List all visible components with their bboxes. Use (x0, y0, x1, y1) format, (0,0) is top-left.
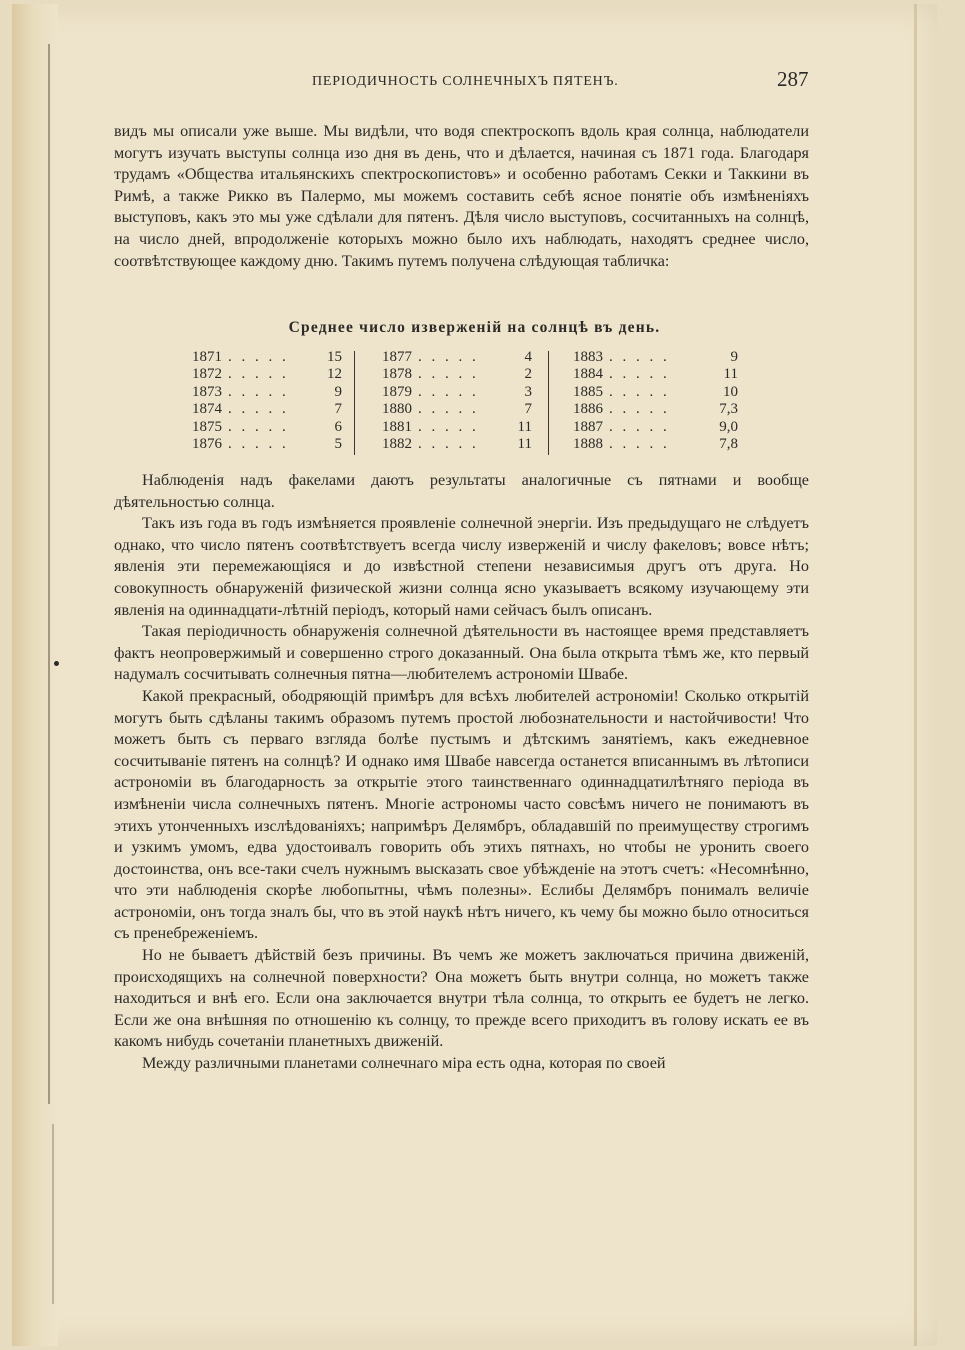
text-block (114, 470, 809, 1075)
value-cell: 10 (723, 383, 738, 400)
value-cell: 4 (524, 349, 532, 365)
table-title: Среднее число изверженій на солнцѣ въ день. (288, 319, 661, 336)
leader-dots: . . . . . (418, 383, 479, 400)
year-cell: 1871 (192, 349, 222, 365)
year-cell: 1885 (573, 383, 603, 400)
paragraph: Такъ изъ года въ годъ измѣняется проявленіе солнечной энергіи. Изъ предыдущаго не слѣдуетъ однако, что число пятенъ соотвѣтствуетъ всегда числу изверженій и числу факеловъ; вовсе нѣтъ; явленія эти перемежающіяся и до извѣстной степени независимыя другъ отъ друга. Но совокупность обнаруженій физической жизни солнца ясно указываетъ всякому изучающему эти явленія на одиннадцати-лѣтній періодъ, который нами сейчасъ былъ описанъ. (114, 514, 809, 619)
running-title: ПЕРІОДИЧНОСТЬ СОЛНЕЧНЫХЪ ПЯТЕНЪ. (312, 74, 619, 89)
year-cell: 1887 (573, 418, 603, 435)
leader-dots: . . . . . (228, 366, 289, 383)
leader-dots: . . . . . (228, 436, 289, 453)
leader-dots: . . . . . (609, 349, 670, 365)
year-cell: 1876 (192, 436, 222, 453)
table-row (192, 384, 342, 401)
table-column (573, 349, 738, 453)
book-page (12, 4, 937, 1346)
leader-dots: . . . . . (228, 349, 289, 365)
paragraph-intro: видъ мы описали уже выше. Мы видѣли, что водя спектроскопъ вдоль края солнца, наблюдатели могутъ изучать выступы солнца изо дня въ день, что и дѣлается, начиная съ 1871 года. Благодаря трудамъ «Общества итальянскихъ спектроскопистовъ» и особенно работамъ Секки и Таккини въ Римѣ, а также Рикко въ Палермо, мы можемъ составить себѣ ясное понятіе объ измѣненіяхъ выступовъ, какъ это мы уже сдѣлали для пятенъ. Дѣля число выступовъ, сосчитанныхъ на солнцѣ, на число дней, впродолженіе которыхъ можно было ихъ наблюдать, находятъ среднее число, соотвѣтствующее каждому дню. Такимъ путемъ получена слѣдующая табличка: (114, 122, 809, 270)
value-cell: 5 (334, 436, 342, 453)
year-cell: 1882 (382, 436, 412, 453)
table-row (382, 349, 532, 366)
paragraph: Наблюденія надъ факелами даютъ результаты аналогичные съ пятнами и вообще дѣятельностью солнца. (114, 471, 809, 511)
leader-dots: . . . . . (609, 436, 670, 453)
year-cell: 1877 (382, 349, 412, 365)
table-row (192, 401, 342, 418)
table-row (192, 366, 342, 383)
table-row (573, 436, 738, 453)
year-cell: 1872 (192, 366, 222, 383)
year-cell: 1883 (573, 349, 603, 365)
value-cell: 3 (524, 383, 532, 400)
leader-dots: . . . . . (609, 418, 670, 435)
year-cell: 1886 (573, 401, 603, 418)
table-row (382, 401, 532, 418)
margin-mark (54, 661, 59, 666)
leader-dots: . . . . . (418, 401, 479, 418)
table-row (192, 349, 342, 366)
table-column (382, 349, 532, 453)
paragraph: Между различными планетами солнечнаго міра есть одна, которая по своей (142, 1054, 666, 1073)
value-cell: 7 (524, 401, 532, 418)
leader-dots: . . . . . (228, 401, 289, 418)
table-row (382, 419, 532, 436)
leader-dots: . . . . . (418, 418, 479, 435)
table-row (573, 401, 738, 418)
table-row (192, 419, 342, 436)
table-column-divider (548, 351, 549, 455)
value-cell: 15 (327, 349, 342, 365)
leader-dots: . . . . . (228, 383, 289, 400)
table-row (382, 366, 532, 383)
gutter-line (48, 44, 50, 1104)
table-row (573, 419, 738, 436)
page-number: 287 (777, 67, 809, 91)
page-edge (914, 4, 917, 1346)
year-cell: 1874 (192, 401, 222, 418)
table-row (573, 349, 738, 366)
value-cell: 9 (730, 349, 738, 365)
gutter-line-lower (52, 1124, 54, 1304)
leader-dots: . . . . . (609, 401, 670, 418)
year-cell: 1880 (382, 401, 412, 418)
year-cell: 1873 (192, 383, 222, 400)
value-cell: 7 (334, 401, 342, 418)
table-row (573, 366, 738, 383)
value-cell: 6 (334, 418, 342, 435)
table-row (382, 384, 532, 401)
value-cell: 11 (723, 366, 738, 383)
value-cell: 7,3 (719, 401, 738, 418)
leader-dots: . . . . . (609, 383, 670, 400)
paragraph: Но не бываетъ дѣйствій безъ причины. Въ чемъ же можетъ заключаться причина движеній, происходящихъ на солнечной поверхности? Она можетъ быть внутри солнца, но можетъ также находиться и внѣ его. Если она заключается внутри тѣла солнца, то открыть ее будетъ не легко. Если же она внѣшняя по отношенію къ солнцу, то прежде всего приходитъ въ голову искать ее въ какомъ нибудь сочетаніи планетныхъ движеній. (114, 946, 809, 1051)
year-cell: 1875 (192, 418, 222, 435)
paragraph: Такая періодичность обнаруженія солнечной дѣятельности въ настоящее время представляетъ фактъ неопровержимый и совершенно строго доказанный. Она была открыта тѣмъ же, кто первый надумалъ сосчитывать солнечныя пятна—любителемъ астрономіи Швабе. (114, 622, 809, 684)
table-column (192, 349, 342, 453)
value-cell: 12 (327, 366, 342, 383)
value-cell: 11 (517, 418, 532, 435)
table-row (192, 436, 342, 453)
value-cell: 11 (517, 436, 532, 453)
value-cell: 7,8 (719, 436, 738, 453)
paragraph: Какой прекрасный, ободряющій примѣръ для всѣхъ любителей астрономіи! Сколько открытій могутъ быть сдѣланы такимъ образомъ путемъ простой любознательности и настойчивости! Что можетъ быть съ перваго взгляда болѣе пустымъ и дѣтскимъ занятіемъ, какъ ежедневное сосчитываніе пятенъ на солнцѣ? И однако имя Швабе навсегда останется вписаннымъ въ лѣтописи астрономіи въ благодарность за открытіе этого таинственнаго одиннадцатилѣтняго періода въ измѣненіи числа солнечныхъ пятенъ. Многіе астрономы часто совсѣмъ ничего не понимаютъ въ этихъ утонченныхъ изслѣдованіяхъ; напримѣръ Делямбръ, обладавшій по преимуществу строгимъ и узкимъ умомъ, едва удостоивалъ говорить объ этихъ пятнахъ, но чтобы не уронить своего достоинства, онъ все-таки счелъ нужнымъ высказать свое убѣжденіе на этотъ счетъ: «Несомнѣнно, что эти наблюденія скорѣе любопытны, чѣмъ полезны». Еслибы Делямбръ понималъ величіе астрономіи, онъ тогда зналъ бы, что въ этой наукѣ нѣтъ ничего, къ чему бы можно было относиться съ пренебреженіемъ. (114, 686, 809, 943)
leader-dots: . . . . . (418, 349, 479, 365)
year-cell: 1878 (382, 366, 412, 383)
value-cell: 9 (334, 383, 342, 400)
year-cell: 1884 (573, 366, 603, 383)
table-row (382, 436, 532, 453)
value-cell: 9,0 (719, 418, 738, 435)
table-column-divider (354, 351, 355, 455)
year-cell: 1888 (573, 436, 603, 453)
leader-dots: . . . . . (228, 418, 289, 435)
leader-dots: . . . . . (418, 436, 479, 453)
value-cell: 2 (524, 366, 532, 383)
year-cell: 1881 (382, 418, 412, 435)
table-row (573, 384, 738, 401)
leader-dots: . . . . . (609, 366, 670, 383)
leader-dots: . . . . . (418, 366, 479, 383)
year-cell: 1879 (382, 383, 412, 400)
